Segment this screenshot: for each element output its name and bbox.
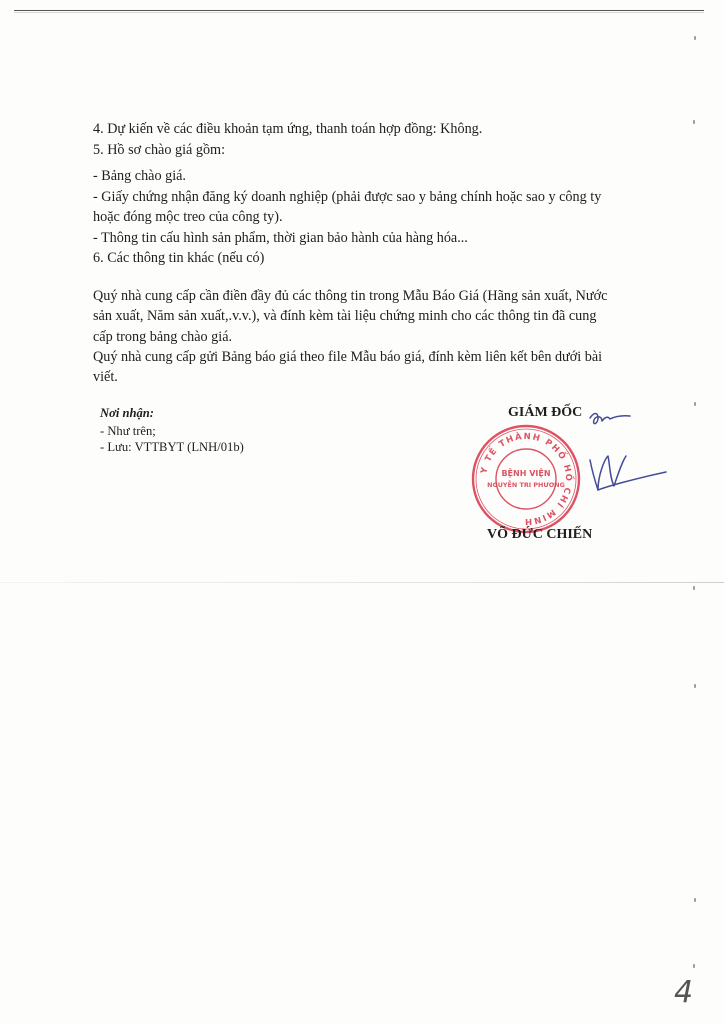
scan-speck — [693, 964, 695, 968]
dossier-item-business-certificate: - Giấy chứng nhận đăng ký doanh nghiệp (phải được sao y bảng chính hoặc sao y công ty — [93, 189, 602, 205]
dossier-item-business-certificate-cont: hoặc đóng mộc treo của công ty). — [93, 209, 283, 225]
recipient-item: - Như trên; — [100, 424, 156, 438]
recipients-block — [100, 405, 244, 455]
handwritten-signature-icon — [560, 400, 680, 520]
clause-4-payment-terms: 4. Dự kiến về các điều khoản tạm ứng, thanh toán hợp đồng: Không. — [93, 121, 483, 137]
supplier-submission-line-1: Quý nhà cung cấp gửi Bảng báo giá theo file Mẫu báo giá, đính kèm liên kết bên dưới bài — [93, 349, 603, 365]
seal-center-line-2: NGUYỄN TRI PHƯƠNG — [487, 481, 565, 489]
director-title: GIÁM ĐỐC — [508, 405, 583, 420]
handwritten-page-number: 4 — [674, 975, 694, 1010]
seal-ring-text: Y TẾ THÀNH PHỐ HỒ CHÍ MINH — [479, 431, 574, 527]
signer-name: VÕ ĐỨC CHIẾN — [487, 527, 593, 542]
dossier-item-quotation: - Bảng chào giá. — [93, 168, 186, 184]
supplier-submission-line-2: viết. — [93, 369, 118, 385]
scan-fold-line — [0, 582, 724, 583]
scan-speck — [693, 586, 695, 590]
recipient-item: - Lưu: VTTBYT (LNH/01b) — [100, 440, 244, 454]
scan-speck — [694, 684, 696, 688]
scan-speck — [694, 402, 696, 406]
supplier-instruction-line-1: Quý nhà cung cấp cần điền đầy đủ các thông tin trong Mẫu Báo Giá (Hãng sản xuất, Nước — [93, 288, 608, 304]
clause-5-quotation-dossier: 5. Hồ sơ chào giá gồm: — [93, 142, 226, 158]
supplier-instruction-line-3: cấp trong bảng chào giá. — [93, 329, 233, 345]
scan-speck — [694, 36, 696, 40]
dossier-item-product-config: - Thông tin cấu hình sản phẩm, thời gian bảo hành của hàng hóa... — [93, 230, 468, 246]
scan-speck — [693, 120, 695, 124]
top-border-line — [14, 10, 704, 11]
recipients-heading: Nơi nhận: — [100, 406, 155, 420]
scan-speck — [694, 898, 696, 902]
clause-6-other-info: 6. Các thông tin khác (nếu có) — [93, 250, 265, 266]
supplier-instruction-line-2: sản xuất, Năm sản xuất,.v.v.), và đính kèm tài liệu chứng minh cho các thông tin đã cung — [93, 308, 597, 324]
seal-center-line-1: BỆNH VIỆN — [501, 469, 551, 478]
top-border-shadow — [14, 12, 704, 13]
